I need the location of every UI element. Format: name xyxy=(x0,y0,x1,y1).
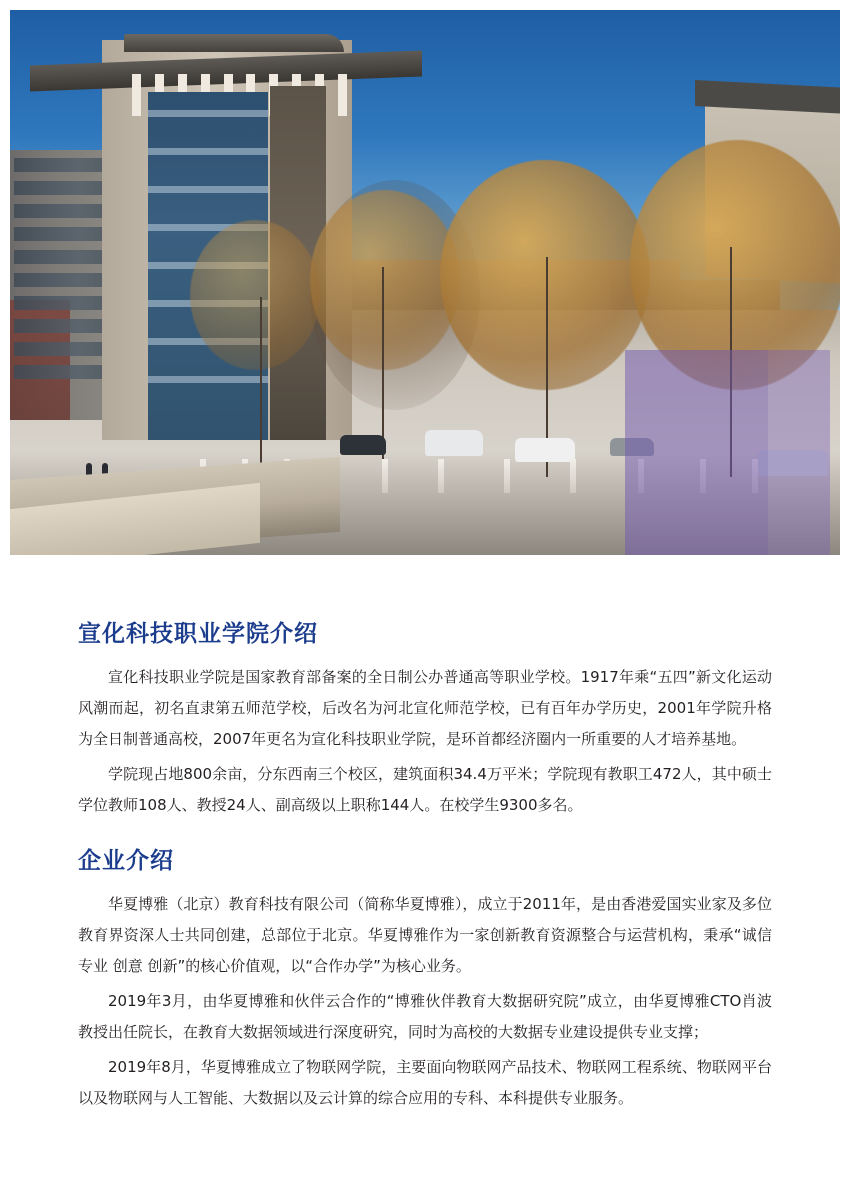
paragraph: 2019年3月，由华夏博雅和伙伴云合作的“博雅伙伴教育大数据研究院”成立，由华夏博雅CTO肖波教授出任院长，在教育大数据领域进行深度研究，同时为高校的大数据专业建设提供专业支撑； xyxy=(78,991,772,1041)
parked-car-3 xyxy=(515,438,575,462)
bollard xyxy=(504,459,510,493)
section-title-enterprise-intro: 企业介绍 xyxy=(78,847,174,874)
bollard xyxy=(438,459,444,493)
document-body xyxy=(78,620,772,1118)
bollard xyxy=(382,459,388,493)
tree-canopy-4 xyxy=(190,220,320,370)
tree-canopy-1 xyxy=(310,190,460,370)
section-college-intro xyxy=(78,620,772,821)
tree-canopy-2 xyxy=(440,160,650,390)
paragraph: 2019年8月，华夏博雅成立了物联网学院，主要面向物联网产品技术、物联网工程系统、物联网平台以及物联网与人工智能、大数据以及云计算的综合应用的专科、本科提供专业服务。 xyxy=(78,1057,772,1107)
campus-photo xyxy=(10,10,840,555)
tree-trunk-4 xyxy=(260,297,262,477)
paragraph: 宣化科技职业学院是国家教育部备案的全日制公办普通高等职业学校。1917年乘“五四”新文化运动风潮而起，初名直隶第五师范学校，后改名为河北宣化师范学校，已有百年办学历史，2001年学院升格为全日制普通高校，2007年更名为宣化科技职业学院，是环首都经济圈内一所重要的人才培养基地。 xyxy=(78,667,772,748)
paragraph: 学院现占地800余亩，分东西南三个校区，建筑面积34.4万平米；学院现有教职工472人，其中硕士学位教师108人、教授24人、副高级以上职称144人。在校学生9300多名。 xyxy=(78,764,772,814)
section-title-college-intro: 宣化科技职业学院介绍 xyxy=(78,621,318,647)
tower-roof-cap xyxy=(124,34,344,52)
purple-overlay-panel-light xyxy=(625,350,768,555)
parked-car-2 xyxy=(425,430,483,456)
bollard xyxy=(570,459,576,493)
paragraph: 华夏博雅（北京）教育科技有限公司（简称华夏博雅），成立于2011年，是由香港爱国实业家及多位教育界资深人士共同创建，总部位于北京。华夏博雅作为一家创新教育资源整合与运营机构，秉承“诚信 专业 创意 创新”的核心价值观，以“合作办学”为核心业务。 xyxy=(78,894,772,975)
parked-car-1 xyxy=(340,435,386,455)
section-enterprise-intro xyxy=(78,847,772,1114)
